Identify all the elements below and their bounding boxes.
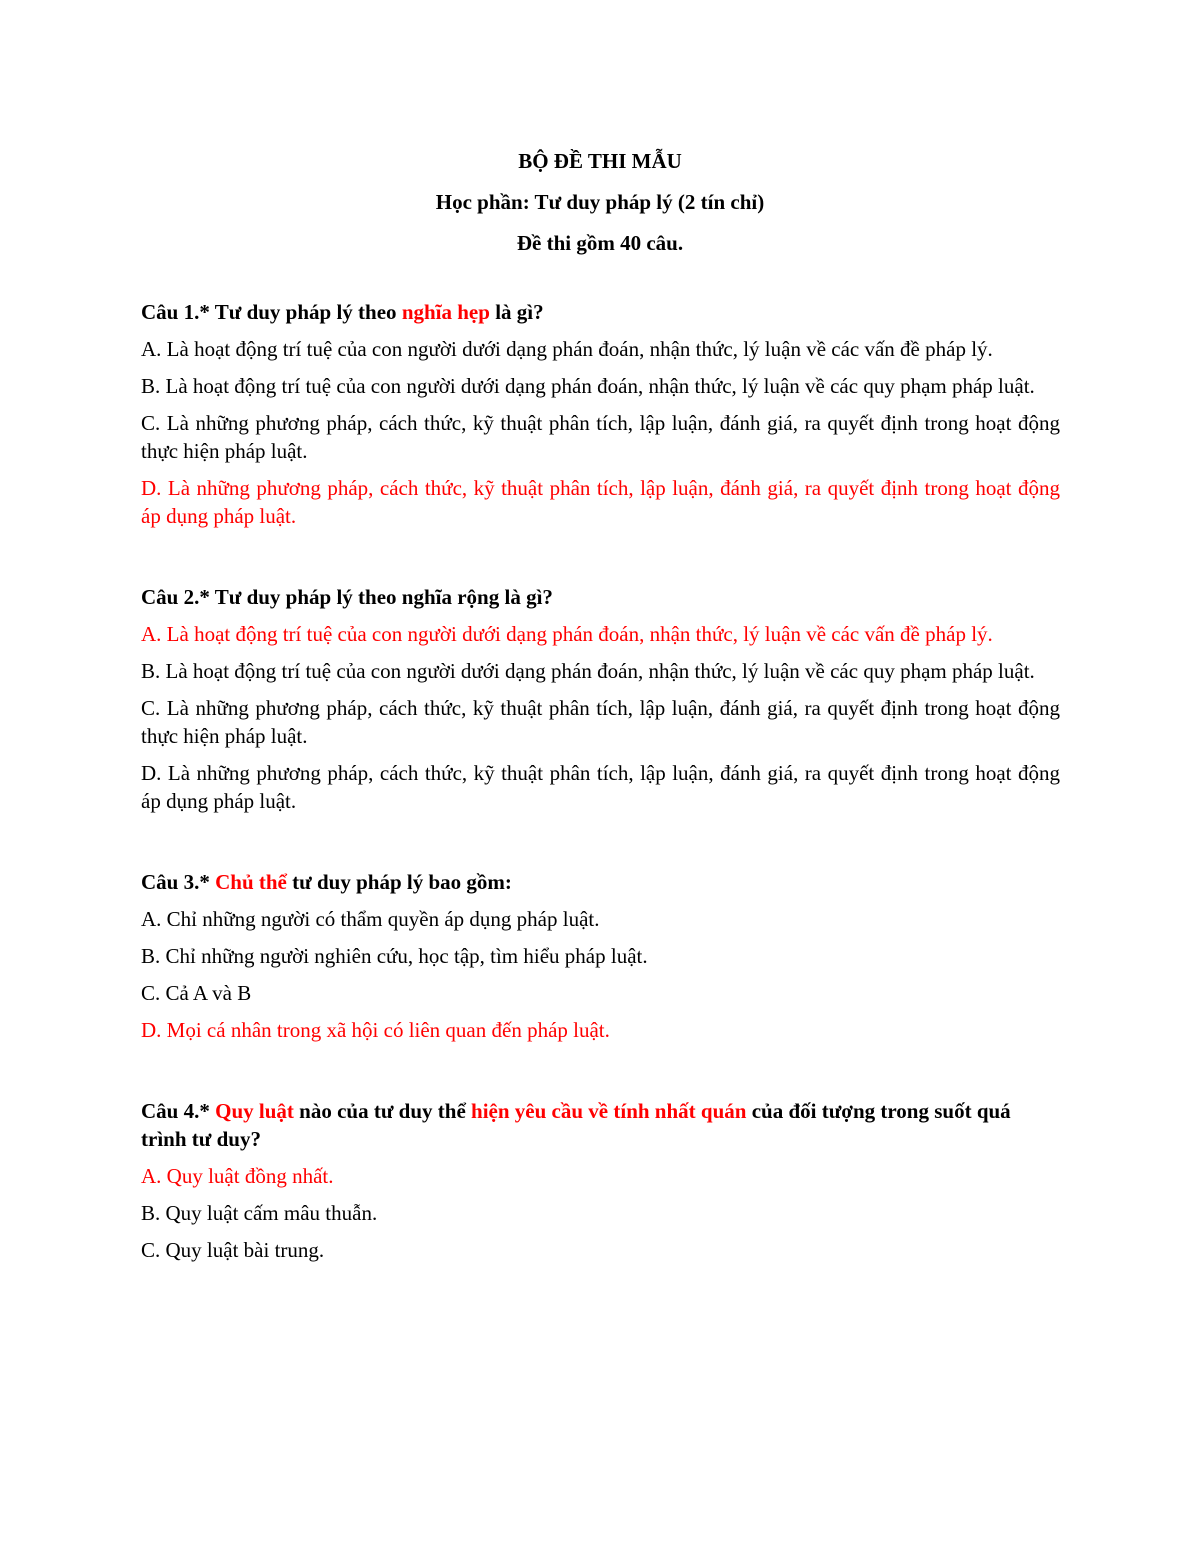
answer-option-correct: D. Là những phương pháp, cách thức, kỹ thuật phân tích, lập luận, đánh giá, ra quyết định trong hoạt động áp dụng pháp luật. [141, 476, 1060, 528]
answer-option: D. Là những phương pháp, cách thức, kỹ thuật phân tích, lập luận, đánh giá, ra quyết định trong hoạt động áp dụng pháp luật. [141, 761, 1060, 813]
stem-text: Câu 4.* [141, 1099, 216, 1123]
question-1 [141, 298, 1060, 530]
answer-option: B. Là hoạt động trí tuệ của con người dưới dạng phán đoán, nhận thức, lý luận về các quy phạm pháp luật. [141, 374, 1035, 398]
question-4 [141, 1097, 1060, 1264]
stem-text: nào của tư duy thể [293, 1099, 472, 1123]
highlighted-term: Quy luật [215, 1099, 294, 1123]
question-spacer [141, 539, 1060, 583]
answer-option: C. Cả A và B [141, 981, 252, 1005]
question-3 [141, 868, 1060, 1044]
stem-text: của đối tượng trong suốt quá trình tư duy? [141, 1099, 1011, 1151]
question-spacer [141, 824, 1060, 868]
answer-option: C. Là những phương pháp, cách thức, kỹ thuật phân tích, lập luận, đánh giá, ra quyết định trong hoạt động thực hiện pháp luật. [141, 696, 1060, 748]
stem-text: tư duy pháp lý bao gồm: [286, 870, 512, 894]
exam-header [0, 141, 1200, 264]
stem-text: Câu 1.* Tư duy pháp lý theo [141, 300, 402, 324]
answer-option-correct: A. Quy luật đồng nhất. [141, 1164, 334, 1188]
answer-option: C. Quy luật bài trung. [141, 1238, 325, 1262]
answer-option-correct: D. Mọi cá nhân trong xã hội có liên quan đến pháp luật. [141, 1018, 610, 1042]
exam-title: BỘ ĐỀ THI MẪU [518, 149, 682, 173]
answer-option: C. Là những phương pháp, cách thức, kỹ thuật phân tích, lập luận, đánh giá, ra quyết định trong hoạt động thực hiện pháp luật. [141, 411, 1060, 463]
question-spacer [141, 1053, 1060, 1097]
highlighted-term: nghĩa hẹp [401, 300, 490, 324]
answer-option: B. Chỉ những người nghiên cứu, học tập, tìm hiểu pháp luật. [141, 944, 648, 968]
question-stem [141, 298, 1060, 326]
question-stem [141, 583, 1060, 611]
course-name: Học phần: Tư duy pháp lý (2 tín chỉ) [435, 190, 765, 214]
highlighted-term: hiện yêu cầu về tính nhất quán [471, 1099, 747, 1123]
answer-option: B. Là hoạt động trí tuệ của con người dưới dạng phán đoán, nhận thức, lý luận về các quy phạm pháp luật. [141, 659, 1035, 683]
answer-option: A. Là hoạt động trí tuệ của con người dưới dạng phán đoán, nhận thức, lý luận về các vấn đề pháp lý. [141, 337, 993, 361]
highlighted-term: Chủ thể [215, 870, 287, 894]
question-count: Đề thi gồm 40 câu. [516, 231, 684, 255]
question-list [141, 298, 1060, 1273]
answer-option: A. Chỉ những người có thẩm quyền áp dụng pháp luật. [141, 907, 600, 931]
question-2 [141, 583, 1060, 815]
stem-text: là gì? [489, 300, 544, 324]
question-stem [141, 868, 1060, 896]
stem-text: Câu 3.* [141, 870, 216, 894]
answer-option-correct: A. Là hoạt động trí tuệ của con người dưới dạng phán đoán, nhận thức, lý luận về các vấn đề pháp lý. [141, 622, 993, 646]
question-stem [141, 1097, 1060, 1153]
answer-option: B. Quy luật cấm mâu thuẫn. [141, 1201, 378, 1225]
stem-text: Câu 2.* Tư duy pháp lý theo nghĩa rộng là gì? [141, 585, 553, 609]
